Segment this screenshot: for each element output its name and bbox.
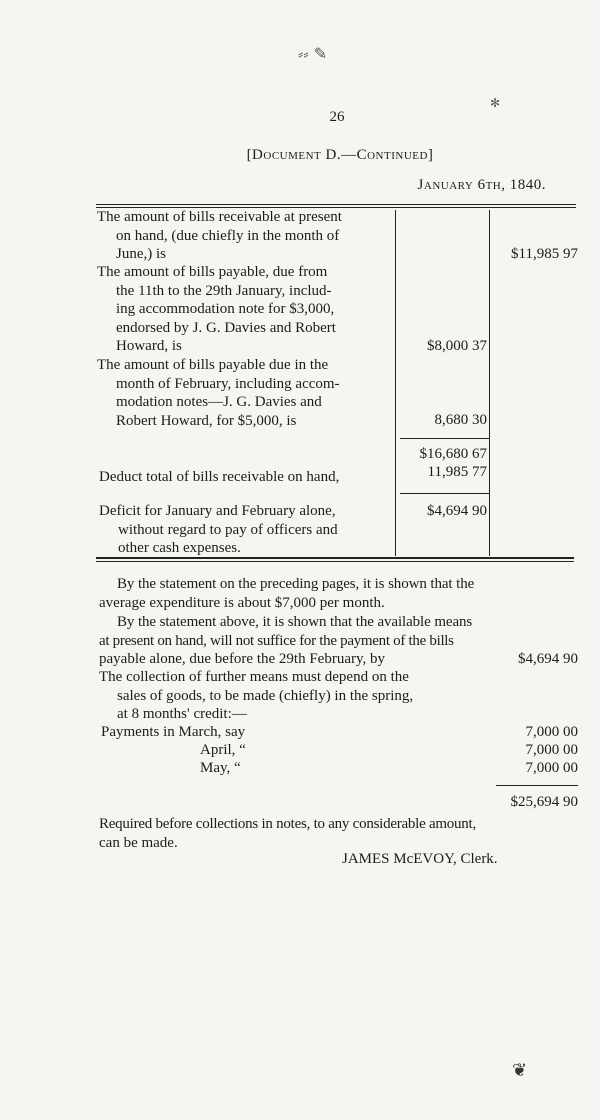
subtotal-value: $16,680 67 xyxy=(419,446,487,462)
row-2-line-3: ing accommodation note for $3,000, xyxy=(116,301,335,317)
row-2-col1-value: $8,000 37 xyxy=(427,338,487,354)
para-2-value: $4,694 90 xyxy=(518,651,578,667)
deficit-line-2: without regard to pay of officers and xyxy=(118,521,338,538)
payments-total-rule xyxy=(496,785,578,786)
table-row-1-desc xyxy=(97,208,342,264)
document-date: January 6th, 1840. xyxy=(417,177,546,193)
ink-mark-bottom: ❦ xyxy=(512,1060,528,1081)
closing-text xyxy=(99,815,476,852)
payments-total-value: $25,694 90 xyxy=(510,794,578,810)
para-3-line-2: sales of goods, to be made (chiefly) in the spring, xyxy=(117,687,414,704)
row-2-line-1: The amount of bills payable, due from xyxy=(97,264,328,280)
para-2-line-2: at present on hand, will not suffice for the payment of the bills xyxy=(99,632,454,649)
signature: JAMES McEVOY, Clerk. xyxy=(342,851,498,867)
deficit-line-3: other cash expenses. xyxy=(118,540,241,556)
closing-line-1: Required before collections in notes, to any considerable amount, xyxy=(99,816,476,832)
row-3-col1-value: 8,680 30 xyxy=(434,412,487,428)
para-3-line-1: The collection of further means must depend on the xyxy=(99,669,409,685)
table-bottom-rule-2 xyxy=(96,561,574,562)
para-1-line-1: By the statement on the preceding pages, it is shown that the xyxy=(117,576,475,592)
para-2-line-3: payable alone, due before the 29th February, by xyxy=(99,651,386,667)
deficit-value: $4,694 90 xyxy=(427,503,487,519)
ink-mark-right: ✻ xyxy=(490,96,501,110)
deficit-desc xyxy=(99,502,338,558)
payment-value-march: 7,000 00 xyxy=(525,724,578,740)
para-1-line-2: average expenditure is about $7,000 per month. xyxy=(99,594,385,611)
payment-label-april: April, “ xyxy=(200,742,246,758)
para-2 xyxy=(99,613,472,669)
deduct-value: 11,985 77 xyxy=(427,464,487,480)
row-2-line-4: endorsed by J. G. Davies and Robert xyxy=(116,319,336,336)
table-top-rule xyxy=(96,204,576,205)
table-row-3-desc xyxy=(97,356,340,430)
row-3-line-1: The amount of bills payable due in the xyxy=(97,357,329,373)
subtotal-rule xyxy=(400,438,489,439)
row-1-col2-value: $11,985 97 xyxy=(511,246,578,262)
deficit-rule xyxy=(400,493,489,494)
page-number: 26 xyxy=(329,109,345,125)
para-1 xyxy=(99,575,474,612)
payment-label-march: Payments in March, say xyxy=(101,724,246,740)
deficit-line-1: Deficit for January and February alone, xyxy=(99,503,336,519)
payment-value-may: 7,000 00 xyxy=(525,760,578,776)
para-2-line-1: By the statement above, it is shown that the available means xyxy=(117,614,473,630)
payment-value-april: 7,000 00 xyxy=(525,742,578,758)
closing-line-2: can be made. xyxy=(99,834,178,851)
row-2-line-2: the 11th to the 29th January, includ- xyxy=(116,282,332,299)
row-3-line-2: month of February, including accom- xyxy=(116,375,340,392)
row-1-line-1: The amount of bills receivable at present xyxy=(97,209,342,225)
row-3-line-4: Robert Howard, for $5,000, is xyxy=(116,412,297,429)
table-row-2-desc xyxy=(97,263,336,356)
document-heading: [Document D.—Continued] xyxy=(246,147,434,163)
row-1-line-3: June,) is xyxy=(116,246,166,262)
row-1-line-2: on hand, (due chiefly in the month of xyxy=(116,227,340,244)
para-3-line-3: at 8 months' credit:— xyxy=(117,706,247,722)
deduct-label: Deduct total of bills receivable on hand, xyxy=(99,469,340,485)
row-3-line-3: modation notes—J. G. Davies and xyxy=(116,394,322,410)
row-2-line-5: Howard, is xyxy=(116,338,182,354)
para-3 xyxy=(99,668,413,724)
ink-mark-top: ⸗⸗ ✎ xyxy=(298,44,328,63)
payment-label-may: May, “ xyxy=(200,760,241,776)
